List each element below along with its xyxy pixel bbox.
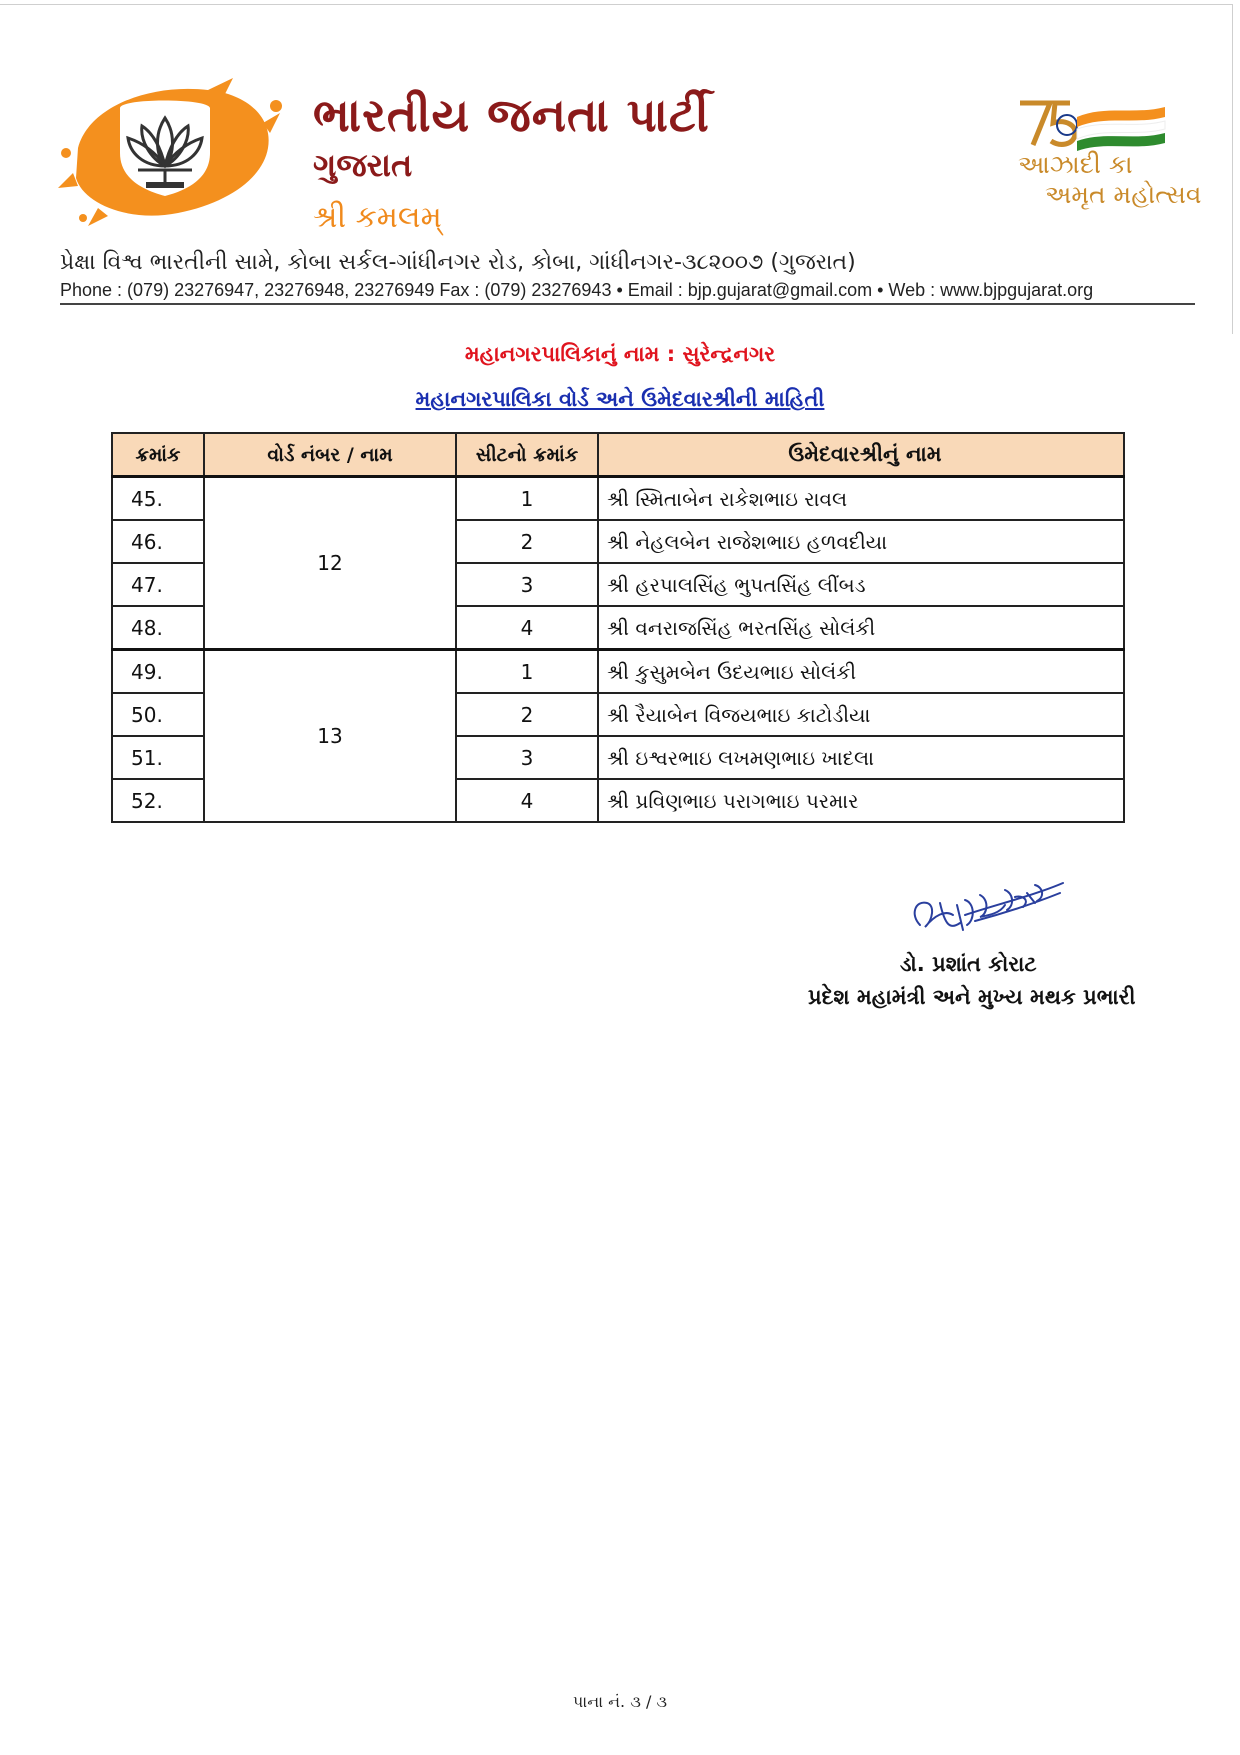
serial-cell: 52.: [112, 779, 204, 822]
header-serial: ક્રમાંક: [112, 433, 204, 477]
table-subtitle: [0, 387, 1240, 412]
serial-cell: 48.: [112, 606, 204, 650]
header-divider: [60, 303, 1195, 305]
contact-details: Phone : (079) 23276947, 23276948, 23276949 Fax : (079) 23276943 • Email : bjp.gujarat@gmail.com • Web : www.bjpgujarat.org: [60, 280, 1094, 300]
handwritten-signature-icon: [905, 875, 1065, 950]
candidate-name-cell: શ્રી રૈયાબેન વિજયભાઇ કાટોડીયા: [598, 693, 1124, 736]
bjp-lotus-logo-icon: [58, 78, 283, 228]
candidate-name-cell: શ્રી હરપાલસિંહ ભુપતસિંહ લીંબડ: [598, 563, 1124, 606]
seat-cell: 4: [456, 779, 598, 822]
table-row: [112, 650, 1124, 694]
serial-cell: 51.: [112, 736, 204, 779]
signatory-designation: પ્રદેશ મહામંત્રી અને મુખ્ય મથક પ્રભારી: [808, 985, 1136, 1009]
party-office: શ્રી કમલમ્: [313, 200, 442, 235]
seat-cell: 1: [456, 477, 598, 521]
serial-cell: 47.: [112, 563, 204, 606]
page-number: પાના નં. ૩ / ૩: [572, 1692, 668, 1711]
party-state: ગુજરાત: [313, 146, 413, 184]
office-address: પ્રેક્ષા વિશ્વ ભારતીની સામે, કોબા સર્કલ-ગાંધીનગર રોડ, કોબા, ગાંધીનગર-૩૮૨૦૦૭ (ગુજરાત): [60, 250, 856, 275]
azadi-text-line2: અમૃત મહોત્સવ: [1045, 180, 1202, 209]
serial-cell: 50.: [112, 693, 204, 736]
seat-cell: 1: [456, 650, 598, 694]
page-border-right: [1232, 4, 1233, 334]
candidate-table: [111, 432, 1125, 823]
candidate-name-cell: શ્રી કુસુમબેન ઉદયભાઇ સોલંકી: [598, 650, 1124, 694]
seat-cell: 2: [456, 693, 598, 736]
seat-cell: 3: [456, 736, 598, 779]
candidate-name-cell: શ્રી વનરાજસિંહ ભરતસિંહ સોલંકી: [598, 606, 1124, 650]
header-ward: વોર્ડ નંબર / નામ: [204, 433, 456, 477]
candidate-name-cell: શ્રી સ્મિતાબેન રાકેશભાઇ રાવલ: [598, 477, 1124, 521]
candidate-name-cell: શ્રી નેહલબેન રાજેશભાઇ હળવદીયા: [598, 520, 1124, 563]
candidate-name-cell: શ્રી ઇશ્વરભાઇ લખમણભાઇ ખાદલા: [598, 736, 1124, 779]
seat-cell: 2: [456, 520, 598, 563]
serial-cell: 45.: [112, 477, 204, 521]
corporation-name: મહાનગરપાલિકાનું નામ : સુરેન્દ્રનગર: [464, 342, 776, 366]
ward-cell: 12: [204, 477, 456, 650]
serial-cell: 49.: [112, 650, 204, 694]
signatory-name: ડો. પ્રશાંત કોરાટ: [900, 952, 1037, 976]
table-header-row: [112, 433, 1124, 477]
header-seat: સીટનો ક્રમાંક: [456, 433, 598, 477]
party-title: ભારતીય જનતા પાર્ટી: [313, 88, 710, 142]
seat-cell: 3: [456, 563, 598, 606]
ward-cell: 13: [204, 650, 456, 823]
candidate-name-cell: શ્રી પ્રવિણભાઇ પરાગભાઇ પરમાર: [598, 779, 1124, 822]
table-row: [112, 477, 1124, 521]
azadi-text-line1: આઝાદી કા: [1018, 150, 1133, 179]
seat-cell: 4: [456, 606, 598, 650]
page-border-top: [0, 4, 1232, 5]
table-subtitle-text: મહાનગરપાલિકા વોર્ડ અને ઉમેદવારશ્રીની માહિતી: [415, 387, 825, 411]
serial-cell: 46.: [112, 520, 204, 563]
header-candidate-name: ઉમેદવારશ્રીનું નામ: [598, 433, 1124, 477]
